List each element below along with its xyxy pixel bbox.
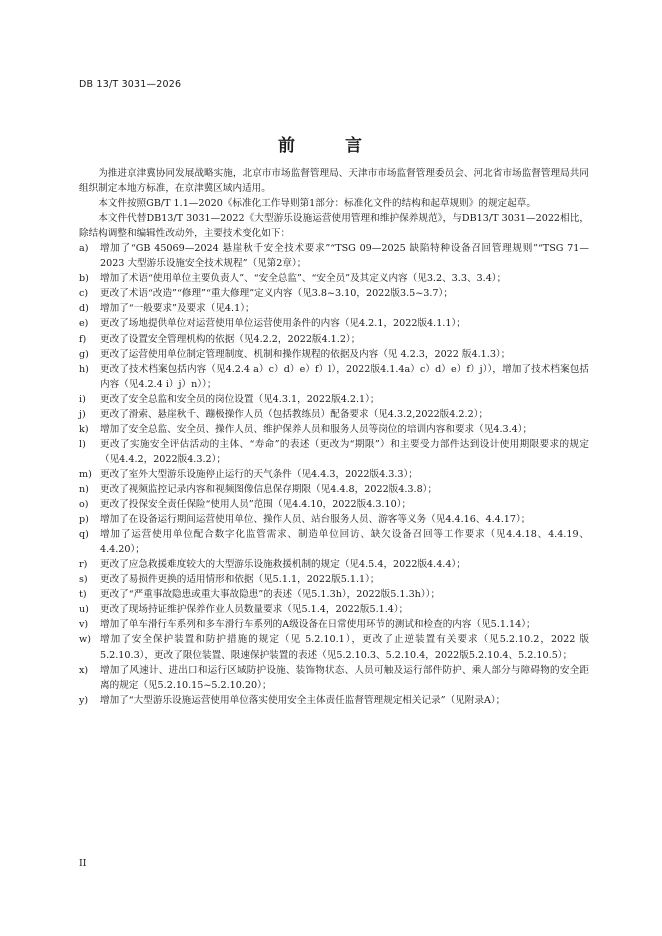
list-item — [79, 482, 589, 497]
list-item-text: 增加了“GB 45069—2024 悬崖秋千安全技术要求”“TSG 09—2025 缺陷特种设备召回管理规则”“TSG 71—2023 大型游乐设施安全技术规程”（见第2章）； — [100, 243, 589, 270]
list-item — [79, 316, 589, 331]
list-item — [79, 241, 589, 271]
list-item-text: 更改了投保安全责任保险“使用人员”范围（见4.4.10，2022版4.3.10）； — [100, 499, 412, 511]
list-item-text: 更改了实施安全评估活动的主体、“寿命”的表述（更改为“期限”）和主要受力部件达到设计使用期限要求的规定（见4.4.2，2022版4.3.2）； — [100, 438, 589, 465]
list-item-text: 增加了“大型游乐设施运营使用单位落实使用安全主体责任监督管理规定相关记录”（见附录A）； — [100, 694, 506, 706]
list-item-label: j) — [79, 408, 86, 420]
list-item — [79, 527, 589, 557]
list-item — [79, 362, 589, 392]
list-item-label: i) — [79, 393, 86, 405]
list-item-label: n) — [79, 483, 89, 495]
list-item-text: 更改了场地提供单位对运营使用单位运营使用条件的内容（见4.2.1，2022版4.1.1）； — [100, 318, 466, 330]
list-item-text: 更改了“严重事故隐患或重大事故隐患”的表述（见5.1.3h），2022版5.1.3h））； — [100, 589, 441, 601]
list-item-label: g) — [79, 348, 89, 360]
list-item — [79, 437, 589, 467]
list-item-text: 更改了室外大型游乐设施停止运行的天气条件（见4.4.3，2022版4.3.3）； — [100, 468, 418, 480]
changes-list — [79, 241, 589, 707]
list-item-label: h) — [79, 363, 89, 375]
list-item-text: 更改了术语“改造”“修理”“重大修理”定义内容（见3.8~3.10，2022版3.5~3.7）； — [100, 288, 453, 300]
drafting-paragraph: 本文件按照GB/T 1.1—2020《标准化工作导则第1部分：标准化文件的结构和起草规则》的规定起草。 — [98, 198, 536, 210]
list-item — [79, 587, 589, 602]
list-item-label: q) — [79, 529, 89, 541]
list-item — [79, 422, 589, 437]
list-item-text: 增加了单车滑行车系列和多车滑行车系列的A级设备在日常使用环节的测试和检查的内容（见5.1.14）； — [100, 619, 536, 631]
list-item-label: d) — [79, 303, 89, 315]
list-item-label: k) — [79, 423, 89, 435]
list-item — [79, 467, 589, 482]
page-title: 前 言 — [278, 136, 384, 156]
list-item-text: 增加了运营使用单位配合数字化监管需求、制造单位回访、缺欠设备召回等工作要求（见4.4.18、4.4.19、4.4.20）； — [100, 529, 589, 556]
intro-paragraph: 为推进京津冀协同发展战略实施，北京市市场监督管理局、天津市市场监督管理委员会、河北省市场监督管理局共同组织制定本地方标准，在京津冀区域内适用。 — [79, 168, 589, 195]
list-item-text: 增加了安全总监、安全员、操作人员、维护保养人员和服务人员等岗位的培训内容和要求（见4.3.4）； — [100, 423, 533, 435]
list-item-text: 更改了现场持证维护保养作业人员数量要求（见5.1.4，2022版5.1.4）； — [100, 604, 409, 616]
list-item-text: 增加了风速计、进出口和运行区域防护设施、装饰物状态、人员可触及运行部件防护、乘人部分与障碍物的安全距离的规定（见5.2.10.15~5.2.10.20）； — [100, 664, 589, 691]
list-item — [79, 347, 589, 362]
list-item-text: 增加了术语“使用单位主要负责人”、“安全总监”、“安全员”及其定义内容（见3.2、3.3、3.4）； — [100, 273, 507, 285]
list-item-text: 更改了易损件更换的适用情形和依据（见5.1.1，2022版5.1.1）； — [100, 574, 380, 586]
list-item — [79, 632, 589, 662]
list-item-label: v) — [79, 619, 89, 631]
list-item-label: m) — [79, 468, 92, 480]
list-item-label: w) — [79, 634, 91, 646]
list-item-label: t) — [79, 589, 87, 601]
list-item — [79, 271, 589, 286]
list-item — [79, 301, 589, 316]
list-item-label: c) — [79, 288, 89, 300]
foreword-body — [79, 166, 589, 708]
list-item — [79, 392, 589, 407]
list-item — [79, 512, 589, 527]
list-item-text: 更改了运营使用单位制定管理制度、机制和操作规程的依据及内容（见 4.2.3，2022 版4.1.3）； — [100, 348, 511, 360]
list-item-label: u) — [79, 604, 89, 616]
list-item-label: l) — [79, 438, 86, 450]
list-item-text: 增加了安全保护装置和防护措施的规定（见 5.2.10.1），更改了止逆装置有关要求（见5.2.10.2，2022 版 5.2.10.3），更改了限位装置、限速保护装置的表述（见5.2.10.3、5.2.10.4，2022版5.2.10.4、5.2.10.5）； — [100, 634, 589, 661]
list-item — [79, 663, 589, 693]
list-item — [79, 286, 589, 301]
list-item-label: e) — [79, 318, 89, 330]
list-item-label: x) — [79, 664, 89, 676]
document-code: DB 13/T 3031—2026 — [79, 79, 182, 90]
replacement-paragraph: 本文件代替DB13/T 3031—2022《大型游乐设施运营使用管理和维护保养规范》，与DB13/T 3031—2022相比，除结构调整和编辑性改动外，主要技术变化如下： — [79, 213, 589, 240]
list-item-label: y) — [79, 694, 89, 706]
list-item-text: 更改了视频监控记录内容和视频图像信息保存期限（见4.4.8，2022版4.3.8）； — [100, 483, 438, 495]
list-item — [79, 407, 589, 422]
list-item-label: a) — [79, 243, 89, 255]
list-item-text: 更改了技术档案包括内容（见4.2.4 a）c）d）e）f）l），2022版4.1.4a）c）d）e）f）j）），增加了技术档案包括内容（见4.2.4 i）j）n））； — [100, 363, 589, 390]
list-item-text: 更改了设置安全管理机构的依据（见4.2.2，2022版4.1.2）； — [100, 333, 361, 345]
list-item-text: 增加了“一般要求”及要求（见4.1）； — [100, 303, 255, 315]
page-number: II — [79, 858, 87, 869]
list-item — [79, 602, 589, 617]
list-item-text: 更改了应急救援难度较大的大型游乐设施救援机制的规定（见4.5.4，2022版4.4.4）； — [100, 559, 466, 571]
list-item — [79, 332, 589, 347]
list-item-label: b) — [79, 273, 89, 285]
list-item-text: 增加了在设备运行期间运营使用单位、操作人员、站台服务人员、游客等义务（见4.4.16、4.4.17）； — [100, 514, 531, 526]
list-item — [79, 617, 589, 632]
list-item-text: 更改了安全总监和安全员的岗位设置（见4.3.1，2022版4.2.1）； — [100, 393, 380, 405]
list-item-label: r) — [79, 559, 88, 571]
list-item — [79, 557, 589, 572]
list-item-label: f) — [79, 333, 87, 345]
list-item-text: 更改了滑索、悬崖秋千、蹦极操作人员（包括教练员）配备要求（见4.3.2,2022版4.2.2）； — [100, 408, 489, 420]
list-item — [79, 693, 589, 708]
list-item-label: s) — [79, 574, 88, 586]
list-item-label: o) — [79, 499, 89, 511]
list-item — [79, 497, 589, 512]
list-item — [79, 572, 589, 587]
list-item-label: p) — [79, 514, 89, 526]
